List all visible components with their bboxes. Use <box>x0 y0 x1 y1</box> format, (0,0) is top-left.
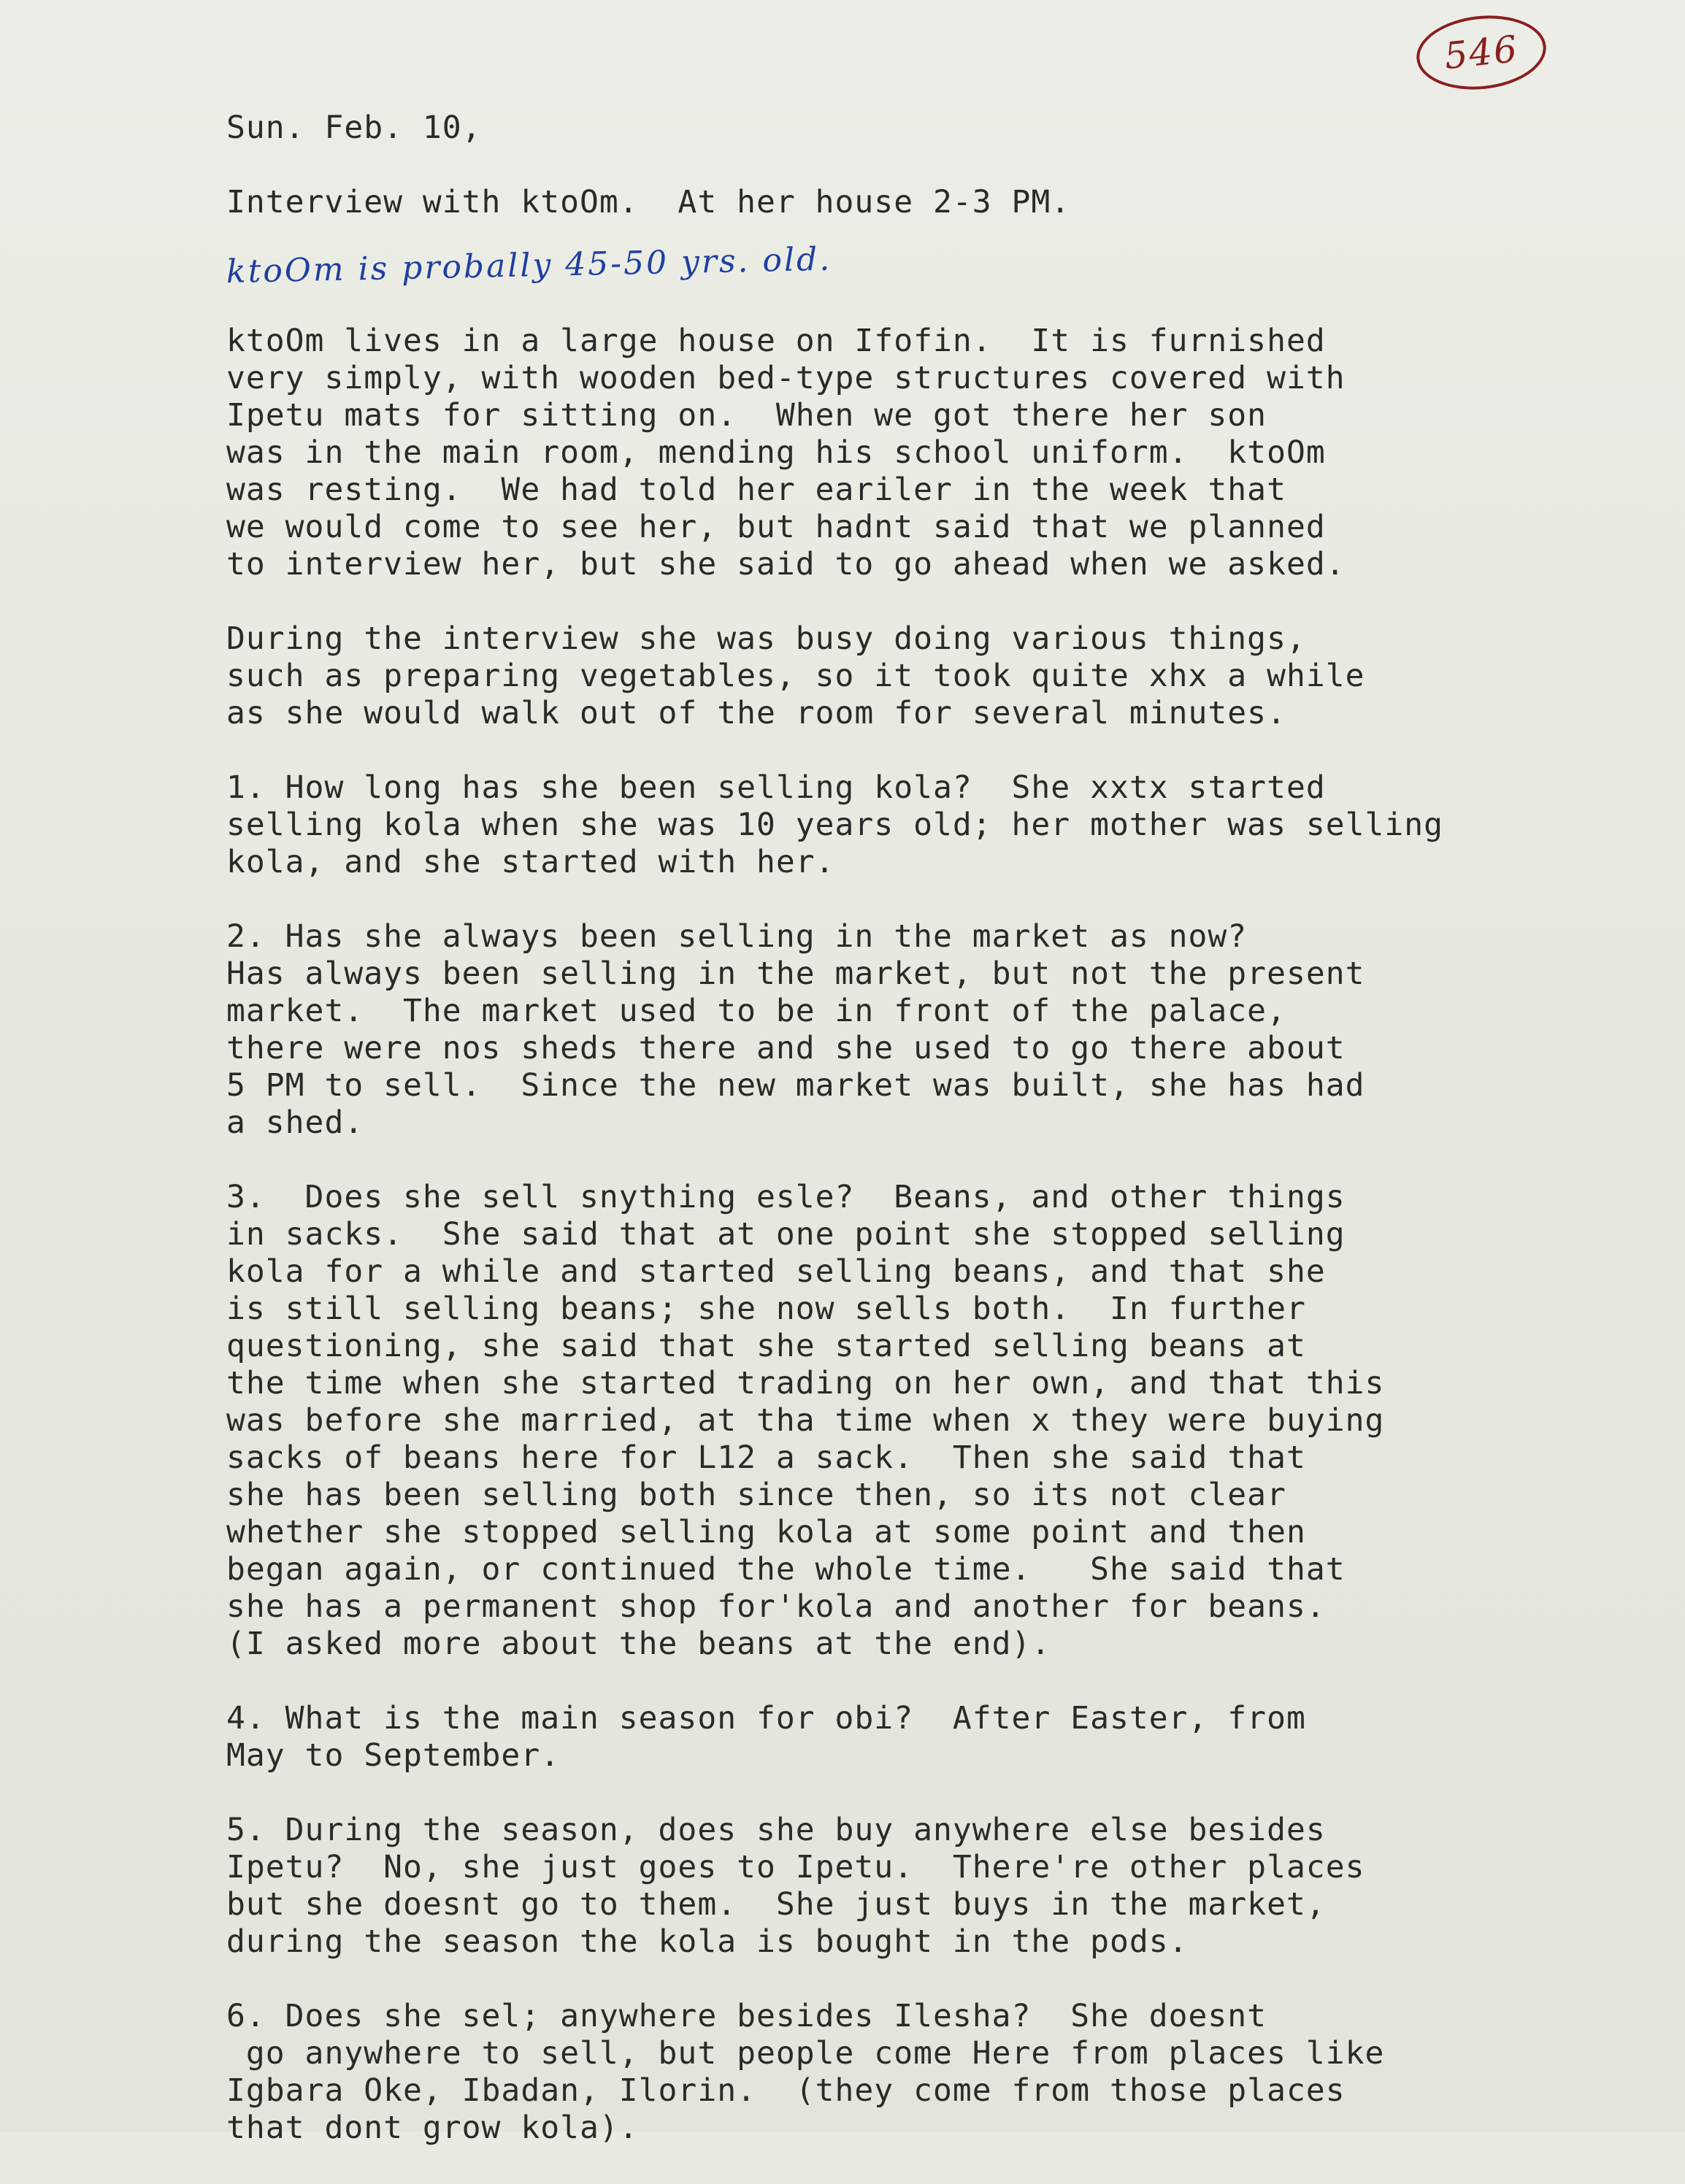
text-line: May to September. <box>226 1737 561 1774</box>
question-2 <box>226 918 1613 1142</box>
interview-header: Interview with ktoOm. At her house 2-3 PM. <box>226 184 1071 220</box>
text-line: the time when she started trading on her own, and that this <box>226 1365 1385 1401</box>
text-line: but she doesnt go to them. She just buys in the market, <box>226 1886 1326 1923</box>
question-5 <box>226 1812 1613 1961</box>
text-line: During the interview she was busy doing various things, <box>226 620 1306 657</box>
typed-notes <box>226 109 1613 2184</box>
text-line: a shed. <box>226 1104 364 1141</box>
question-4 <box>226 1700 1613 1774</box>
date-line: Sun. Feb. 10, <box>226 109 482 146</box>
page-number-stamp: 546 <box>1413 9 1549 96</box>
text-line: selling kola when she was 10 years old; her mother was selling <box>226 807 1444 843</box>
question-6 <box>226 1998 1613 2147</box>
text-line: sacks of beans here for L12 a sack. Then she said that <box>226 1439 1306 1476</box>
handwritten-age-note: ktoOm is probally 45-50 yrs. old. <box>226 240 832 291</box>
during-interview-paragraph <box>226 620 1613 732</box>
text-line: in sacks. She said that at one point she stopped selling <box>226 1216 1346 1253</box>
text-line: Igbara Oke, Ibadan, Ilorin. (they come from those places <box>226 2072 1346 2109</box>
text-line: was before she married, at tha time when x they were buying <box>226 1402 1385 1439</box>
text-line: as she would walk out of the room for several minutes. <box>226 695 1286 731</box>
text-line: kola, and she started with her. <box>226 844 835 880</box>
text-line: go anywhere to sell, but people come Here from places like <box>226 2035 1385 2072</box>
text-line: Ipetu? No, she just goes to Ipetu. There're other places <box>226 1849 1365 1885</box>
text-line: there were nos sheds there and she used to go there about <box>226 1030 1346 1066</box>
text-line: was in the main room, mending his school uniform. ktoOm <box>226 434 1326 471</box>
text-line: began again, or continued the whole time. She said that <box>226 1551 1346 1588</box>
text-line: is still selling beans; she now sells both. In further <box>226 1291 1306 1327</box>
text-line: whether she stopped selling kola at some point and then <box>226 1514 1306 1550</box>
text-line: 6. Does she sel; anywhere besides Ilesha? She doesnt <box>226 1998 1267 2034</box>
text-line: questioning, she said that she started selling beans at <box>226 1328 1306 1364</box>
text-line: 2. Has she always been selling in the market as now? <box>226 918 1248 955</box>
text-line: Ipetu mats for sitting on. When we got there her son <box>226 397 1267 434</box>
text-line: 5. During the season, does she buy anywhere else besides <box>226 1812 1326 1848</box>
text-line: she has a permanent shop for'kola and another for beans. <box>226 1588 1326 1625</box>
text-line: we would come to see her, but hadnt said that we planned <box>226 509 1326 545</box>
text-line: kola for a while and started selling beans, and that she <box>226 1253 1326 1290</box>
text-line: during the season the kola is bought in the pods. <box>226 1923 1189 1960</box>
text-line: she has been selling both since then, so its not clear <box>226 1477 1286 1513</box>
text-line: was resting. We had told her eariler in the week that <box>226 472 1286 508</box>
text-line: 5 PM to sell. Since the new market was built, she has had <box>226 1067 1365 1104</box>
text-line: 3. Does she sell snything esle? Beans, and other things <box>226 1179 1346 1215</box>
text-line: (I asked more about the beans at the end). <box>226 1626 1051 1662</box>
text-line: that dont grow kola). <box>226 2110 639 2146</box>
intro-paragraph <box>226 323 1613 583</box>
text-line: 4. What is the main season for obi? After Easter, from <box>226 1700 1306 1737</box>
text-line: ktoOm lives in a large house on Ifofin. It is furnished <box>226 323 1326 359</box>
question-3 <box>226 1179 1613 1663</box>
text-line: to interview her, but she said to go ahead when we asked. <box>226 546 1346 582</box>
text-line: such as preparing vegetables, so it took quite xhx a while <box>226 658 1365 694</box>
question-1 <box>226 769 1613 881</box>
text-line: market. The market used to be in front of the palace, <box>226 993 1286 1029</box>
text-line: 1. How long has she been selling kola? She xxtx started <box>226 769 1326 806</box>
text-line: Has always been selling in the market, but not the present <box>226 956 1365 992</box>
text-line: very simply, with wooden bed-type structures covered with <box>226 360 1346 396</box>
